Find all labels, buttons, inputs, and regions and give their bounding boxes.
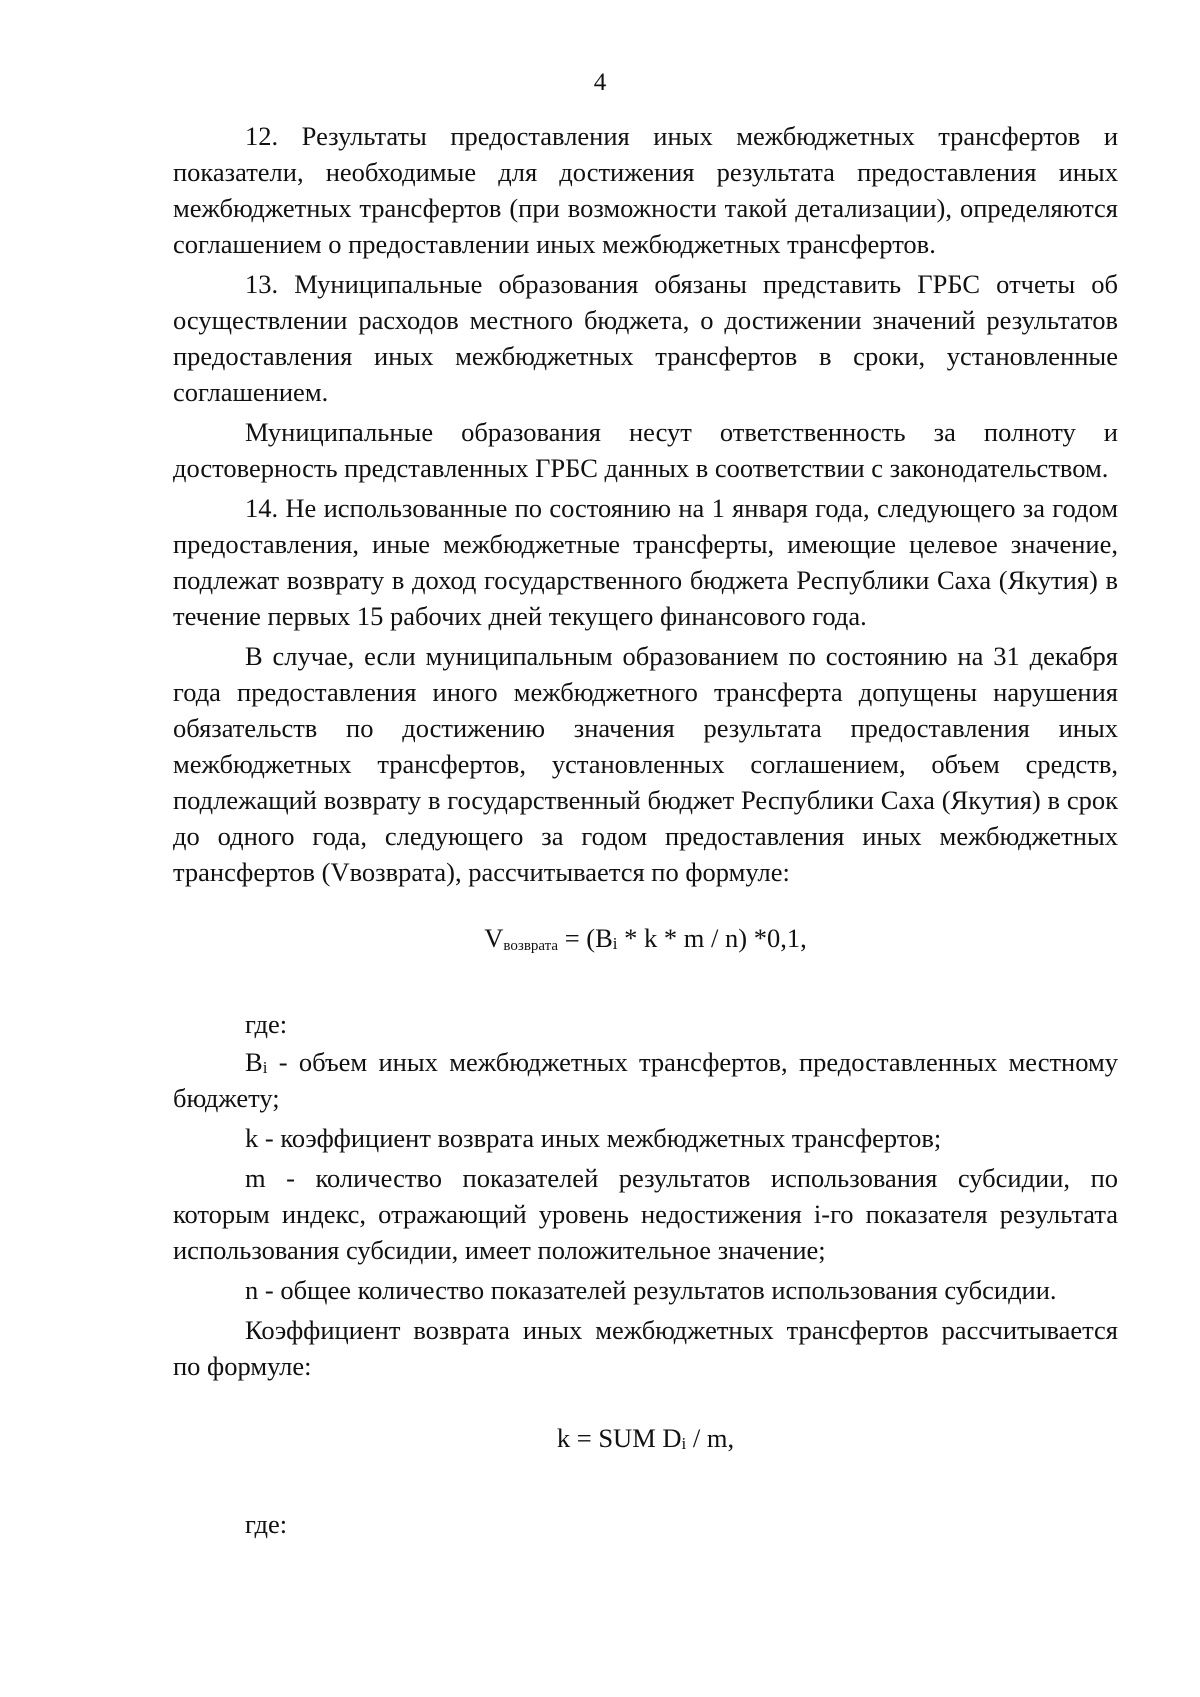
document-body [173, 118, 1118, 1544]
definition-m: m - количество показателей результатов использования субсидии, по которым индекс, отражающий уровень недостижения i-го показателя результата использования субсидии, имеет положительное значение; [173, 1163, 1118, 1265]
formula-lhs: V [484, 923, 504, 953]
definition-bi-symbol: B [245, 1047, 263, 1077]
formula2-part-b: / m, [686, 1423, 735, 1453]
definition-n: n - общее количество показателей результатов использования субсидии. [245, 1275, 1057, 1305]
formula-subscript-i: i [612, 934, 618, 953]
definition-bi-text: - объем иных межбюджетных трансфертов, предоставленных местному бюджету; [173, 1047, 1118, 1113]
paragraph-13: 13. Муниципальные образования обязаны представить ГРБС отчеты об осуществлении расходов местного бюджета, о достижении значений результатов предоставления иных межбюджетных трансфертов в сроки, установленные соглашением. [173, 269, 1118, 407]
paragraph-14: 14. Не использованные по состоянию на 1 января года, следующего за годом предоставления, иные межбюджетные трансферты, имеющие целевое значение, подлежат возврату в доход государственного бюджета Республики Саха (Якутия) в течение первых 15 рабочих дней текущего финансового года. [173, 493, 1118, 631]
paragraph-13-responsibility: Муниципальные образования несут ответственность за полноту и достоверность представленных ГРБС данных в соответствии с законодательством. [173, 417, 1118, 483]
formula-return-volume [173, 920, 1118, 956]
page-number: 4 [593, 69, 607, 96]
paragraph-12: 12. Результаты предоставления иных межбюджетных трансфертов и показатели, необходимые для достижения результата предоставления иных межбюджетных трансфертов (при возможности такой детализации), определяются соглашением о предоставлении иных межбюджетных трансфертов. [173, 121, 1118, 259]
formula2-part-a: k = SUM D [556, 1423, 682, 1453]
paragraph-14-violation: В случае, если муниципальным образованием по состоянию на 31 декабря года предоставления иного межбюджетного трансферта допущены нарушения обязательств по достижению значения результата предоставления иных межбюджетных трансфертов, установленных соглашением, объем средств, подлежащий возврату в государственный бюджет Республики Саха (Якутия) в срок до одного года, следующего за годом предоставления иных межбюджетных трансфертов (Vвозврата), рассчитывается по формуле: [173, 641, 1118, 887]
formula-lhs-subscript: возврата [503, 938, 559, 954]
formula-coefficient [173, 1420, 1118, 1456]
definition-k: k - коэффициент возврата иных межбюджетных трансфертов; [245, 1123, 942, 1153]
definition-bi-subscript: i [262, 1058, 268, 1077]
definition-bi [173, 1044, 1118, 1116]
formula-eq-part-a: = (B [558, 923, 613, 953]
formula-eq-part-b: * k * m / n) *0,1, [617, 923, 807, 953]
where-label-2: где: [245, 1509, 288, 1539]
coefficient-intro: Коэффициент возврата иных межбюджетных трансфертов рассчитывается по формуле: [173, 1315, 1118, 1381]
where-label-1: где: [245, 1009, 288, 1039]
formula2-subscript-i: i [681, 1434, 687, 1453]
